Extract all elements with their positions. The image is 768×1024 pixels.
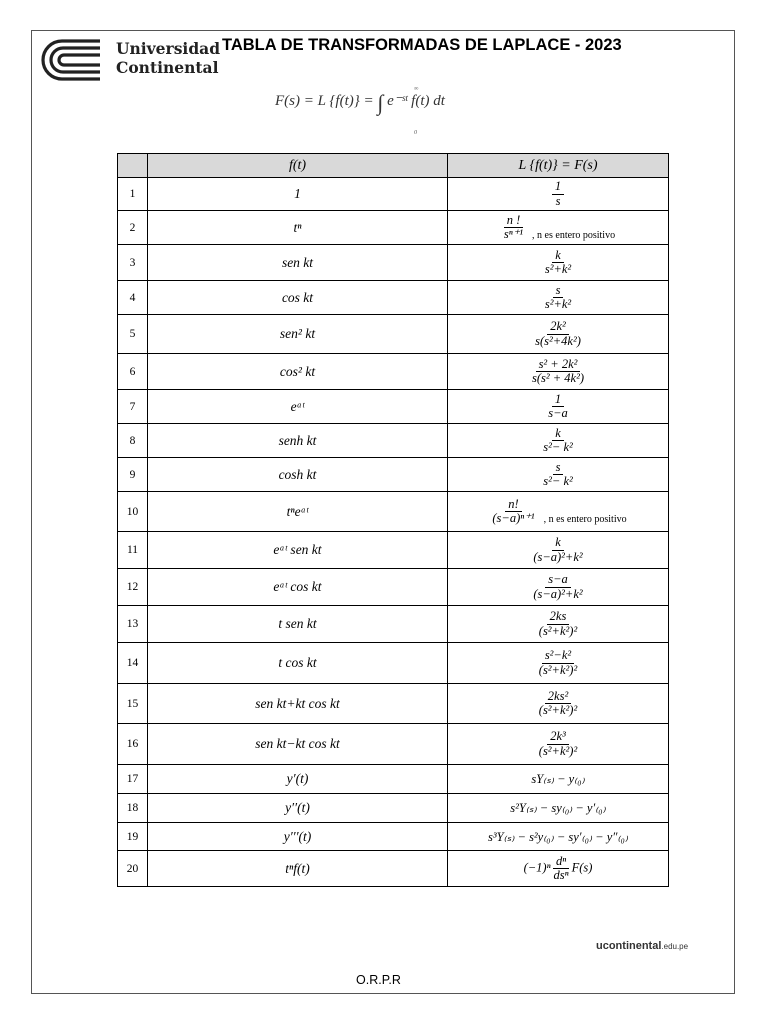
footer-brand-name: ucontinental [596,940,662,952]
footer-initials: O.R.P.R [356,973,401,987]
fraction-numerator: n! [505,498,521,512]
row-index: 20 [118,851,148,887]
table-row [118,724,669,765]
table-body [118,178,669,887]
row-f-of-t: 1 [148,178,448,211]
footer-brand-domain: .edu.pe [661,942,689,951]
fraction-denominator: dsⁿ [553,868,569,882]
table-row [118,281,669,315]
row-index: 8 [118,424,148,458]
transform-prefix: (−1)ⁿ [523,860,551,875]
university-name-line1: Universidad [116,39,221,58]
fraction-denominator: (s²+k²)² [538,662,578,677]
row-f-of-t: sen kt−kt cos kt [148,724,448,765]
transform-fraction [529,358,587,385]
fraction-numerator: n ! [504,214,524,228]
footer-brand [596,940,688,952]
transform-expression: s³Y₍ₛ₎ − s²y₍₀₎ − sy′₍₀₎ − y″₍₀₎ [488,829,628,844]
table-row [118,532,669,569]
fraction-numerator: dⁿ [553,855,569,869]
row-F-of-s [448,569,669,606]
laplace-table [117,153,669,887]
header-index [118,154,148,178]
row-f-of-t: sen kt+kt cos kt [148,684,448,724]
fraction-numerator: k [552,427,564,441]
fraction-numerator: k [552,249,564,263]
row-F-of-s [448,794,669,823]
row-note: , n es entero positivo [543,514,627,526]
integral-upper-limit: ∞ [414,86,419,92]
row-F-of-s [448,724,669,765]
row-index: 14 [118,643,148,684]
fraction-numerator: s²−k² [542,649,574,663]
integral-sign: ∫ [377,90,384,115]
row-f-of-t: tⁿ [148,211,448,245]
row-F-of-s [448,178,669,211]
transform-fraction [536,690,580,717]
university-logo [40,38,220,82]
table-row [118,765,669,794]
fraction-numerator: 2k³ [547,730,569,744]
table-row [118,211,669,245]
fraction-denominator: (s−a)ⁿ⁺¹ [492,510,535,525]
fraction-numerator: s−a [545,573,571,587]
transform-fraction [536,730,580,757]
fraction-numerator: 2ks² [545,690,571,704]
row-index: 10 [118,492,148,532]
table-row [118,492,669,532]
fraction-numerator: s [553,461,564,475]
row-index: 11 [118,532,148,569]
row-f-of-t: cos² kt [148,354,448,390]
transform-suffix: F(s) [571,860,593,875]
row-F-of-s [448,315,669,354]
transform-fraction [536,610,580,637]
row-index: 18 [118,794,148,823]
transform-expression: s²Y₍ₛ₎ − sy₍₀₎ − y′₍₀₎ [510,801,606,815]
row-F-of-s [448,851,669,887]
row-index: 13 [118,606,148,643]
row-F-of-s [448,354,669,390]
row-F-of-s [448,211,669,245]
row-F-of-s [448,765,669,794]
laplace-definition [275,86,445,136]
transform-fraction [540,427,575,454]
transform-fraction [542,249,574,276]
row-F-of-s [448,245,669,281]
fraction-denominator: s [555,193,561,208]
transform-fraction [540,461,575,488]
row-index: 7 [118,390,148,424]
table-row [118,643,669,684]
transform-fraction [530,573,585,600]
row-f-of-t: tⁿeᵃᵗ [148,492,448,532]
row-index: 6 [118,354,148,390]
row-index: 3 [118,245,148,281]
row-note: , n es entero positivo [532,230,616,242]
row-F-of-s [448,281,669,315]
fraction-denominator: (s−a)²+k² [533,549,583,564]
table-row [118,315,669,354]
row-f-of-t: eᵃᵗ [148,390,448,424]
fraction-denominator: s−a [548,406,568,420]
transform-fraction [536,649,580,676]
fraction-numerator: 2ks [547,610,570,624]
transform-fraction [552,180,564,207]
fraction-denominator: s²− k² [543,440,573,454]
fraction-denominator: sⁿ⁺¹ [503,226,524,241]
row-f-of-t: cosh kt [148,458,448,492]
row-f-of-t: cos kt [148,281,448,315]
table-row [118,424,669,458]
fraction-denominator: (s−a)²+k² [533,586,583,601]
fraction-numerator: 1 [552,180,564,194]
table-row [118,851,669,887]
transform-fraction [501,214,526,241]
row-f-of-t: eᵃᵗ cos kt [148,569,448,606]
table-row [118,390,669,424]
fraction-numerator: 2k² [547,320,569,334]
row-F-of-s [448,684,669,724]
table-row [118,354,669,390]
fraction-numerator: s [553,284,564,298]
fraction-denominator: s²+k² [544,262,572,276]
row-f-of-t: y′(t) [148,765,448,794]
row-index: 15 [118,684,148,724]
table-header-row [118,154,669,178]
row-index: 1 [118,178,148,211]
table-row [118,458,669,492]
row-F-of-s [448,390,669,424]
fraction-denominator: s(s²+4k²) [535,333,581,348]
row-index: 2 [118,211,148,245]
row-F-of-s [448,424,669,458]
table-row [118,606,669,643]
integral-lower-limit: 0 [414,130,417,136]
table-row [118,178,669,211]
row-index: 16 [118,724,148,765]
row-index: 9 [118,458,148,492]
row-F-of-s [448,606,669,643]
row-F-of-s [448,458,669,492]
table-row [118,569,669,606]
row-f-of-t: eᵃᵗ sen kt [148,532,448,569]
transform-fraction [530,536,585,563]
row-F-of-s [448,492,669,532]
transform-fraction [489,498,537,525]
university-logo-icon [40,38,104,82]
row-index: 12 [118,569,148,606]
row-f-of-t: tⁿf(t) [148,851,448,887]
row-f-of-t: sen² kt [148,315,448,354]
table-row [118,823,669,851]
header-f-of-t: f(t) [148,154,448,178]
row-index: 4 [118,281,148,315]
transform-expression: sY₍ₛ₎ − y₍₀₎ [531,772,585,786]
fraction-denominator: (s²+k²)² [538,703,578,717]
fraction-denominator: (s²+k²)² [538,623,578,638]
fraction-numerator: s² + 2k² [536,358,581,372]
row-index: 17 [118,765,148,794]
fraction-numerator: 1 [552,393,564,407]
header-F-of-s: L {f(t)} = F(s) [448,154,669,178]
table-row [118,684,669,724]
row-F-of-s [448,532,669,569]
definition-lhs: F(s) = L {f(t)} = [275,93,374,109]
row-f-of-t: y′′′(t) [148,823,448,851]
row-index: 19 [118,823,148,851]
row-F-of-s [448,643,669,684]
transform-fraction [545,393,571,420]
page-title: TABLA DE TRANSFORMADAS DE LAPLACE - 2023 [222,36,622,54]
fraction-denominator: s²+k² [544,297,572,311]
row-F-of-s [448,823,669,851]
table-row [118,245,669,281]
fraction-denominator: s²− k² [543,474,573,488]
fraction-numerator: k [552,536,564,550]
transform-fraction [551,855,572,882]
university-name-line2: Continental [116,58,219,77]
row-f-of-t: t cos kt [148,643,448,684]
transform-fraction [532,320,584,347]
row-f-of-t: senh kt [148,424,448,458]
transform-fraction [542,284,574,311]
row-f-of-t: t sen kt [148,606,448,643]
row-index: 5 [118,315,148,354]
fraction-denominator: (s²+k²)² [538,743,578,758]
fraction-denominator: s(s² + 4k²) [531,371,585,385]
definition-rhs: e⁻ˢᵗ f(t) dt [387,93,445,109]
table-row [118,794,669,823]
row-f-of-t: sen kt [148,245,448,281]
row-f-of-t: y′′(t) [148,794,448,823]
